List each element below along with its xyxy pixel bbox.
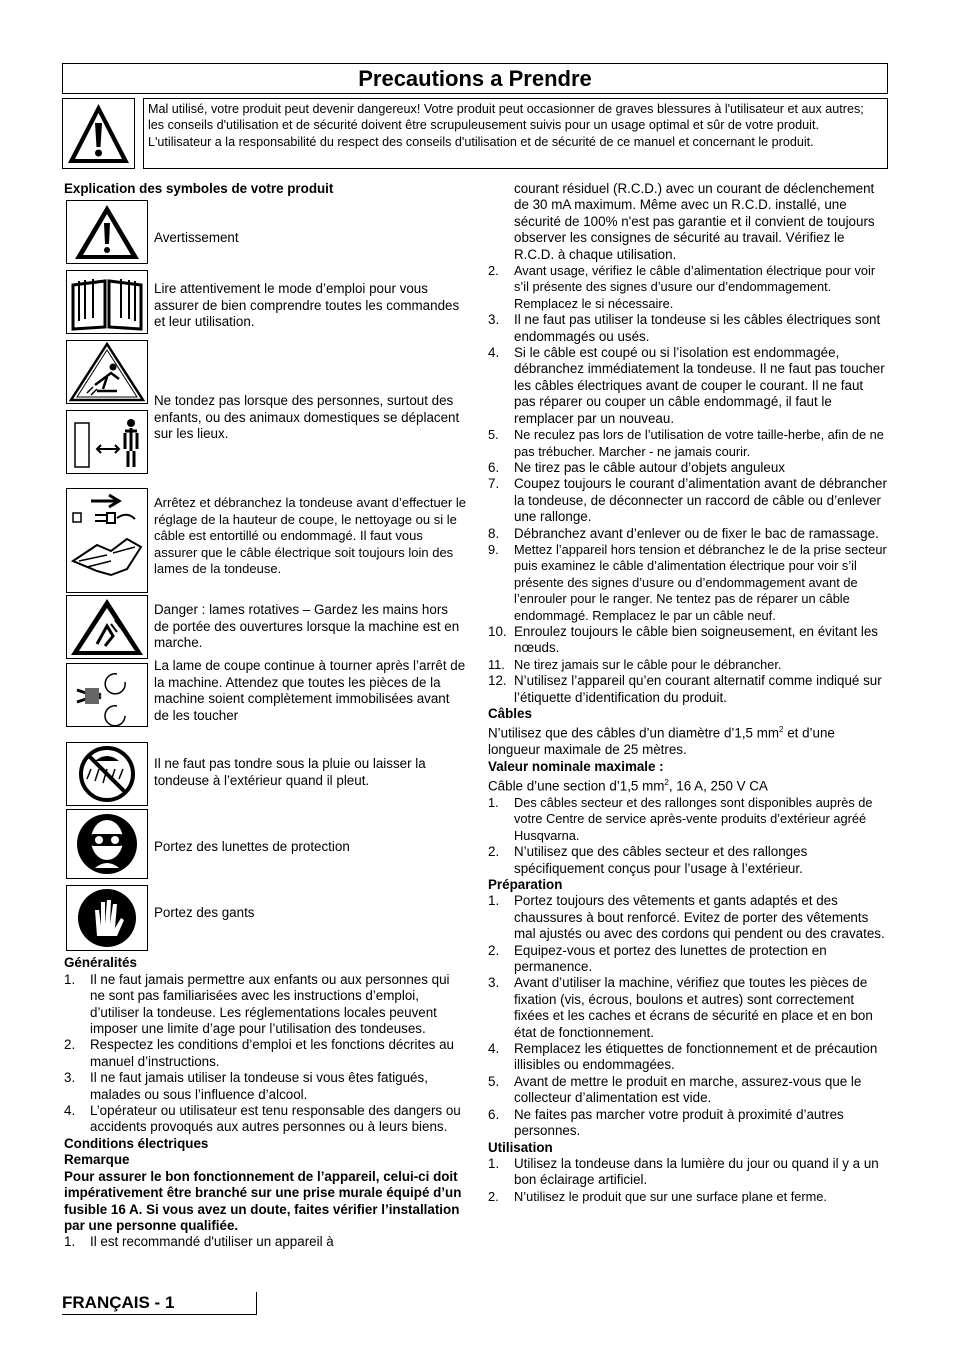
cables-heading: Câbles xyxy=(488,706,532,721)
condition-item-1-start: 1. Il est recommandé d'utiliser un appareil à xyxy=(64,1234,334,1250)
preparation-heading: Préparation xyxy=(488,877,563,892)
list-item: 8. Débranchez avant d’enlever ou de fixer le bac de ramassage. xyxy=(488,525,879,541)
remarque-heading: Remarque xyxy=(64,1152,130,1168)
symbols-list xyxy=(64,197,468,957)
list-item: 2. Avant usage, vérifiez le câble d’alimentation électrique pour voir s’il présente des signes d’usure our d’endommagement. Remplacez le si nécessaire. xyxy=(488,263,876,311)
unplug-icon xyxy=(66,488,148,593)
utilisation-heading: Utilisation xyxy=(488,1139,553,1155)
symbol-text-bystander: Ne tondez pas lorsque des personnes, surtout des enfants, ou des animaux domestiques se déplacent sur les lieux. xyxy=(154,393,460,442)
cables-list xyxy=(488,795,888,877)
list-item: 10. Enroulez toujours le câble bien soigneusement, en évitant les nœuds. xyxy=(488,623,879,656)
list-item: 4. L’opérateur ou utilisateur est tenu responsable des dangers ou accidents provoqués aux autres personnes ou à leurs biens. xyxy=(64,1103,461,1135)
list-item: 3. Il ne faut jamais utiliser la tondeuse si vous êtes fatigués, malades ou sous l’influence d’alcool. xyxy=(64,1070,428,1102)
list-item: 2. Equipez-vous et portez des lunettes de protection en permanence. xyxy=(488,942,827,975)
list-item: 5. Ne reculez pas lors de l’utilisation de votre taille-herbe, afin de ne pas trébucher. Marcher - ne jamais courir. xyxy=(488,427,884,459)
blade-continues-icon xyxy=(66,663,148,727)
list-item: 5. Avant de mettre le produit en marche, assurez-vous que le collecteur d’alimentation est vide. xyxy=(488,1073,862,1106)
rotating-blade-icon xyxy=(66,595,148,659)
conditions-list xyxy=(488,263,888,706)
list-item: 3. Avant d’utiliser la machine, vérifiez que toutes les pièces de fixation (vis, écrous, boulons et autres) sont correctement fixées et les caches et écrans de sécurité en place et en bon état de fonctionnement. xyxy=(488,975,873,1040)
valeur-heading: Valeur nominale maximale : xyxy=(488,758,664,774)
gloves-icon xyxy=(66,885,148,951)
bystander-icon xyxy=(66,340,148,404)
symbol-text-unplug: Arrêtez et débranchez la tondeuse avant d’effectuer le réglage de la hauteur de coupe, le nettoyage ou si le câble est entortillé ou endommagé. Il faut vous assurer que le câble électrique soit toujours loin des lames de la tondeuse. xyxy=(154,495,466,577)
generalites-list xyxy=(64,972,468,1136)
valeur-text: Câble d’une section d’1,5 $mm^2$, 16 A, 250 V CA xyxy=(488,778,768,794)
symbol-text-blade-continues: La lame de coupe continue à tourner après l’arrêt de la machine. Attendez que toutes les pièces de la machine soient complètement immobilisées avant de les toucher xyxy=(154,658,466,723)
list-item: 9. Mettez l’appareil hors tension et débranchez le de la prise secteur puis examinez le câble d’alimentation électrique pour voir s’il présente des signes d’usure ou d’endommagement avant de l’enrouler pour le ranger. Ne tentez pas de réparer un câble endommagé. Remplacez le par un câble neuf. xyxy=(488,541,887,623)
symbol-text-gloves: Portez des gants xyxy=(154,905,255,921)
warning-icon-box xyxy=(62,98,135,169)
list-item: 1. Utilisez la tondeuse dans la lumière du jour ou quand il y a un bon éclairage artificiel. xyxy=(488,1155,879,1188)
conditions-heading: Conditions électriques xyxy=(64,1135,209,1151)
no-rain-icon xyxy=(66,742,148,806)
list-item: 6. Ne faites pas marcher votre produit à proximité d’autres personnes. xyxy=(488,1106,844,1139)
symbol-text-goggles: Portez des lunettes de protection xyxy=(154,839,350,855)
list-item: 2. Respectez les conditions d’emploi et les fonctions décrites au manuel d’instructions. xyxy=(64,1037,454,1069)
list-item: 7. Coupez toujours le courant d’alimentation avant de débrancher la tondeuse, de déconnecter un raccord de câble ou d’enlever une rallonge. xyxy=(488,476,887,525)
utilisation-list xyxy=(488,1156,888,1205)
condition-1-continuation: courant résiduel (R.C.D.) avec un courant de déclenchement de 30 mA maximum. Même avec un R.C.D. installé, une sécurité de 100% n'est pas garantie et il convient de toujours observer les consignes de sécurité au travail. Vérifiez le R.C.D. à chaque utilisation. xyxy=(514,181,875,262)
symbol-text-no-rain: Il ne faut pas tondre sous la pluie ou laisser la tondeuse à l’extérieur quand il pleut. xyxy=(154,756,426,788)
symbols-heading: Explication des symboles de votre produit xyxy=(64,181,334,196)
cables-text: N’utilisez que des câbles d’un diamètre d’1,5 $mm^2$ et d’une longueur maximale de 25 mètres. xyxy=(488,725,835,758)
distance-icon xyxy=(66,410,148,474)
condition-1-start-text: Il est recommandé d'utiliser un appareil à xyxy=(90,1234,334,1250)
remarque-text: Pour assurer le bon fonctionnement de l’appareil, celui-ci doit impérativement être branché sur une prise murale équipé d’un fusible 16 A. Si vous avez un doute, faites vérifier l’installation par une personne qualifiée. xyxy=(64,1168,462,1233)
list-item: 4. Si le câble est coupé ou si l’isolation est endommagée, débranchez immédiatement la tondeuse. Il ne faut pas toucher les câbles électriques avant de couper le courant. Il ne faut pas réparer ou couper un câble endommagé, il faut le remplacer par un nouveau. xyxy=(488,345,885,426)
list-item: 1. Il ne faut jamais permettre aux enfants ou aux personnes qui ne sont pas familiarisées avec les instructions d’emploi, d’utiliser la tondeuse. Les réglementations locales peuvent imposer une limite d’age pour l’utilisation des tondeuses. xyxy=(64,971,450,1037)
warning-triangle-icon xyxy=(66,200,148,264)
left-column xyxy=(64,181,468,1251)
symbol-text-blade: Danger : lames rotatives – Gardez les mains hors de portée des ouvertures lorsque la machine est en marche. xyxy=(154,602,460,651)
page-title: Precautions a Prendre xyxy=(62,63,888,94)
right-column xyxy=(488,181,888,1205)
list-item: 12. N’utilisez l’appareil qu’en courant alternatif comme indiqué sur l’étiquette d’identification du produit. xyxy=(488,673,882,705)
list-item: 3. Il ne faut pas utiliser la tondeuse si les câbles électriques sont endommagés ou usés. xyxy=(488,312,881,344)
goggles-icon xyxy=(66,809,148,879)
generalites-heading: Généralités xyxy=(64,955,137,971)
list-item: 1. Des câbles secteur et des rallonges sont disponibles auprès de votre Centre de service après-vente produits d’extérieur agréé Husqvarna. xyxy=(488,794,873,843)
list-item: 11. Ne tirez jamais sur le câble pour le débrancher. xyxy=(488,656,782,672)
symbol-text-warning: Avertissement xyxy=(154,230,239,246)
list-item: 2. N’utilisez que des câbles secteur et des rallonges spécifiquement conçus pour l’usage à l’extérieur. xyxy=(488,844,808,876)
list-item: 1. Portez toujours des vêtements et gants adaptés et des chaussures à bout renforcé. Evitez de porter des vêtements mal ajustés ou avec des cordons qui pendent ou des cravates. xyxy=(488,893,885,942)
list-item: 2. N’utilisez le produit que sur une surface plane et ferme. xyxy=(488,1188,827,1204)
list-item: 6. Ne tirez pas le câble autour d’objets anguleux xyxy=(488,459,785,475)
symbol-text-manual: Lire attentivement le mode d’emploi pour vous assurer de bien comprendre toutes les commandes et leur utilisation. xyxy=(154,281,460,330)
warning-text: Mal utilisé, votre produit peut devenir dangereux! Votre produit peut occasionner de graves blessures à l'utilisateur et aux autres; les conseils d'utilisation et de sécurité doivent être scrupuleusement suivis pour un usage optimal et sûr de votre produit. L'utilisateur a la responsabilité du respect des conseils d'utilisation et de sécurité de ce manuel et concernant le produit. xyxy=(143,98,888,169)
manual-book-icon xyxy=(66,270,148,334)
list-item: 4. Remplacez les étiquettes de fonctionnement et de précaution illisibles ou endommagées. xyxy=(488,1041,878,1073)
page-footer: FRANÇAIS - 1 xyxy=(62,1292,257,1315)
warning-triangle-icon xyxy=(63,99,134,168)
preparation-list xyxy=(488,893,888,1139)
